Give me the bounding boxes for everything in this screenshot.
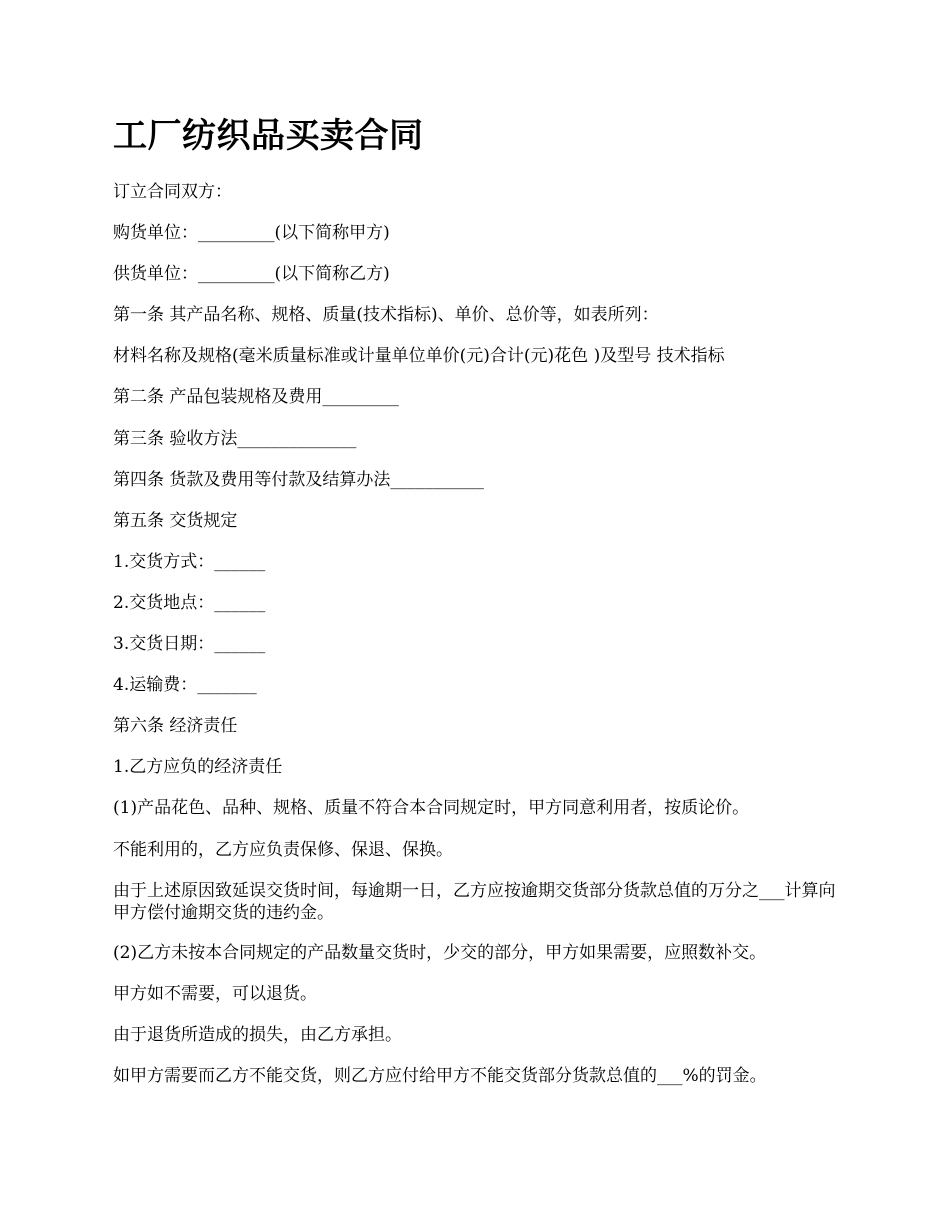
delivery-method: 1.交货方式：______: [113, 552, 266, 572]
article-4: 第四条 货款及费用等付款及结算办法___________: [113, 470, 484, 490]
article-1: 第一条 其产品名称、规格、质量(技术指标)、单价、总价等，如表所列：: [113, 305, 659, 325]
article-3: 第三条 验收方法______________: [113, 429, 357, 449]
liability-clause-1b: 不能利用的，乙方应负责保修、保退、保换。: [113, 840, 453, 860]
seller-liability-heading: 1.乙方应负的经济责任: [113, 757, 283, 777]
transport-fee: 4.运输费：_______: [113, 675, 257, 695]
document-title: 工厂纺织品买卖合同: [113, 116, 424, 156]
return-loss: 由于退货所造成的损失，由乙方承担。: [113, 1025, 402, 1045]
liability-clause-2: (2)乙方未按本合同规定的产品数量交货时，少交的部分，甲方如果需要，应照数补交。: [113, 943, 767, 963]
article-6: 第六条 经济责任: [113, 716, 238, 736]
article-2: 第二条 产品包装规格及费用_________: [113, 387, 399, 407]
material-spec-header: 材料名称及规格(毫米质量标准或计量单位单价(元)合计(元)花色 )及型号 技术指标: [113, 346, 725, 366]
non-delivery-penalty: 如甲方需要而乙方不能交货，则乙方应付给甲方不能交货部分货款总值的___%的罚金。: [113, 1066, 767, 1086]
supplier-line: 供货单位：_________(以下简称乙方): [113, 264, 390, 284]
delivery-location: 2.交货地点：______: [113, 593, 266, 613]
buyer-line: 购货单位：_________(以下简称甲方): [113, 223, 390, 243]
article-5: 第五条 交货规定: [113, 511, 238, 531]
liability-clause-1: (1)产品花色、品种、规格、质量不符合本合同规定时，甲方同意利用者，按质论价。: [113, 798, 750, 818]
return-option: 甲方如不需要，可以退货。: [113, 984, 317, 1004]
late-delivery-penalty: 由于上述原因致延误交货时间，每逾期一日，乙方应按逾期交货部分货款总值的万分之___计算向甲方偿付逾期交货的违约金。: [113, 881, 836, 923]
parties-intro: 订立合同双方：: [113, 182, 232, 202]
delivery-date: 3.交货日期：______: [113, 634, 266, 654]
